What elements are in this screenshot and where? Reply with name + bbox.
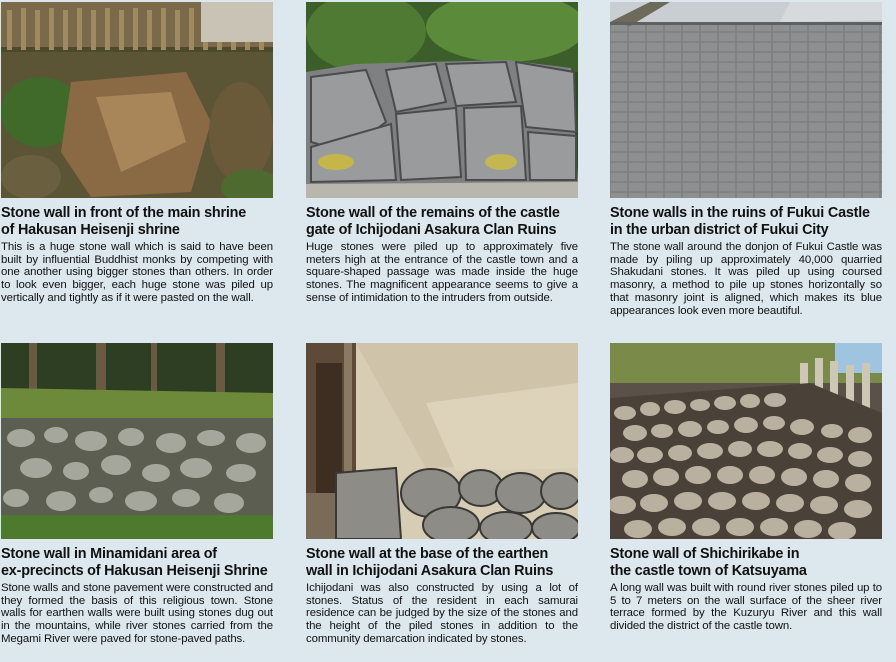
card-title-line-1: Stone wall in Minamidani area of: [1, 546, 217, 562]
card-description: This is a huge stone wall which is said to have been built by influential Buddhist monks by competing with one another using bigger stones than others. In order to look even bigger, each huge stone was piled up vertically and tightly as if it were pasted on the wall.: [1, 241, 273, 304]
card-title-line-1: Stone wall of Shichirikabe in: [610, 546, 800, 562]
card-title: [1, 546, 277, 579]
card-title-line-1: Stone wall in front of the main shrine: [1, 205, 247, 221]
card-title: [1, 205, 277, 238]
card-shichirikabe: [610, 343, 886, 633]
card-title-line-2: ex-precincts of Hakusan Heisenji Shrine: [1, 562, 268, 579]
photo-ichijodani-earthen-wall: [306, 343, 578, 539]
photo-minamidani-wall: [1, 343, 273, 539]
card-ichijodani-earthen-wall: [306, 343, 582, 646]
card-title-line-1: Stone walls in the ruins of Fukui Castle: [610, 205, 870, 221]
card-title-line-2: of Hakusan Heisenji shrine: [1, 221, 180, 238]
card-description: Huge stones were piled up to approximately five meters high at the entrance of the castle town and a square-shaped passage was made inside the huge stones. The magnificent appearance seems to give a sense of intimidation to the intruders from outside.: [306, 241, 578, 304]
card-title-line-1: Stone wall at the base of the earthen: [306, 546, 549, 562]
card-title: [306, 546, 582, 579]
card-description: Ichijodani was also constructed by using a lot of stones. Status of the resident in each samurai residence can be judged by the size of the stones and the height of the piled stones in addition to the community demarcation indicated by stones.: [306, 582, 578, 645]
card-title-line-2: gate of Ichijodani Asakura Clan Ruins: [306, 221, 557, 238]
card-title-line-2: wall in Ichijodani Asakura Clan Ruins: [306, 562, 554, 579]
card-description: Stone walls and stone pavement were constructed and they formed the basis of this religious town. Stone walls for earthen walls were built using stones dug out in the mountains, while river stones carried from the Megami River were paved for stone-paved paths.: [1, 582, 273, 645]
card-fukui-castle: [610, 2, 886, 317]
card-title: [610, 205, 886, 238]
card-title: [306, 205, 582, 238]
photo-fukui-castle-wall: [610, 2, 882, 198]
photo-shichirikabe-wall: [610, 343, 882, 539]
card-ichijodani-castle-gate: [306, 2, 582, 305]
photo-hakusan-main-shrine-wall: [1, 2, 273, 198]
card-minamidani: [1, 343, 277, 646]
card-hakusan-main-shrine: [1, 2, 277, 305]
photo-ichijodani-castle-gate-wall: [306, 2, 578, 198]
card-title-line-2: in the urban district of Fukui City: [610, 221, 829, 238]
card-title: [610, 546, 886, 579]
card-title-line-1: Stone wall of the remains of the castle: [306, 205, 560, 221]
card-title-line-2: the castle town of Katsuyama: [610, 562, 807, 579]
card-description: The stone wall around the donjon of Fukui Castle was made by piling up approximately 40,000 quarried Shakudani stones. It was piled up using coursed masonry, a method to pile up stones horizontally so that masonry joint is aligned, which makes its blue appearances look even more beautiful.: [610, 241, 882, 317]
card-description: A long wall was built with round river stones piled up to 5 to 7 meters on the wall surface of the sheer river terrace formed by the Kuzuryu River and this wall divided the district of the castle town.: [610, 582, 882, 633]
